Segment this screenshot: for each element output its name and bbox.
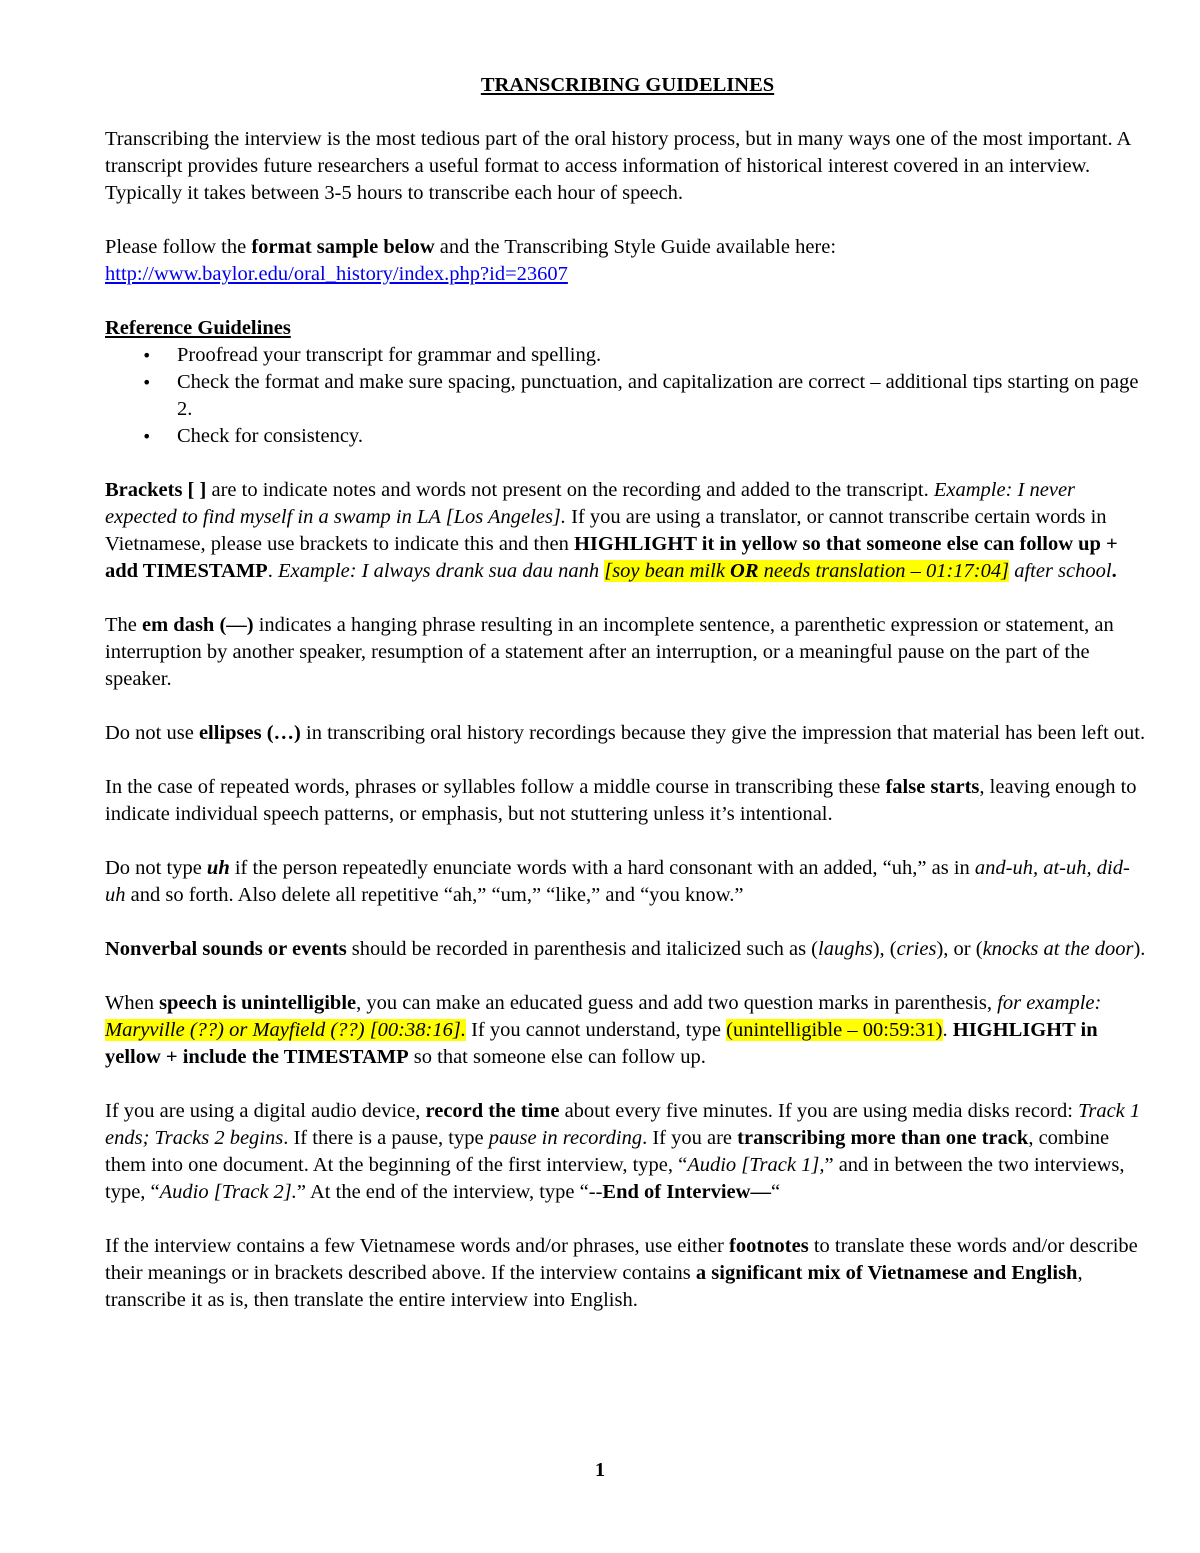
- uh-text-2: if the person repeatedly enunciate words with a hard consonant with an added, “uh,” as in: [229, 857, 975, 879]
- false-starts-text-1: In the case of repeated words, phrases or syllables follow a middle course in transcribing these: [105, 776, 886, 798]
- reference-item-format: • Check the format and make sure spacing, punctuation, and capitalization are correct – additional tips starting on page 2.: [177, 369, 1150, 423]
- ellipses-bold: ellipses (…): [198, 722, 301, 744]
- emdash-text-1: The: [105, 614, 142, 636]
- follow-paragraph: [105, 234, 1150, 288]
- nonverbal-text-2: ), (: [872, 938, 897, 960]
- nonverbal-laughs: laughs: [818, 938, 873, 960]
- highlight-timestamp-bold: HIGHLIGHT in yellow + include the TIMESTAMP: [105, 1019, 1098, 1068]
- page-number: 1: [594, 1459, 606, 1481]
- brackets-example-1: Example: I never expected to find myself in a swamp in LA [Los Angeles].: [105, 479, 1076, 528]
- unintelligible-text-1: When: [105, 992, 160, 1014]
- ellipses-text-1: Do not use: [105, 722, 199, 744]
- ellipses-text-2: in transcribing oral history recordings because they give the impression that material has been left out.: [300, 722, 1146, 744]
- format-sample-bold: format sample below: [251, 236, 435, 258]
- uh-bold-italic: uh: [206, 857, 230, 879]
- digital-text-6: ” and in between the two interviews, type, “: [105, 1154, 1125, 1203]
- uh-paragraph: [105, 855, 1150, 909]
- false-starts-bold: false starts: [885, 776, 980, 798]
- reference-item-consistency: • Check for consistency.: [177, 423, 1150, 450]
- emdash-bold: em dash (—): [142, 614, 254, 636]
- highlight-part-1: [soy bean milk: [604, 560, 731, 582]
- vietnamese-text-2: to translate these words and/or describe their meanings or in brackets described above. If the interview contains: [105, 1235, 1138, 1284]
- unintelligible-text-3: If you cannot understand, type: [465, 1019, 727, 1041]
- reference-list: [105, 342, 1150, 450]
- significant-mix-bold: a significant mix of Vietnamese and English: [695, 1262, 1078, 1284]
- nonverbal-text-1: should be recorded in parenthesis and italicized such as (: [346, 938, 819, 960]
- brackets-period: .: [1111, 560, 1117, 582]
- brackets-example-2: Example: I always drank sua dau nanh: [277, 560, 605, 582]
- audio-track-2-italic: Audio [Track 2].: [159, 1181, 297, 1203]
- nonverbal-paragraph: [105, 936, 1150, 963]
- brackets-text-1: are to indicate notes and words not present on the recording and added to the transcript.: [206, 479, 934, 501]
- digital-text-8: “: [770, 1181, 781, 1203]
- digital-paragraph: [105, 1098, 1150, 1206]
- for-example-italic: for example:: [997, 992, 1102, 1014]
- track-ends-italic: Track 1 ends; Tracks 2 begins: [105, 1100, 1141, 1149]
- highlight-or-bold: OR: [730, 560, 759, 582]
- pause-recording-italic: pause in recording: [488, 1127, 643, 1149]
- unintelligible-paragraph: [105, 990, 1150, 1071]
- end-of-interview-bold: End of Interview—: [602, 1181, 771, 1203]
- follow-text-2: and the Transcribing Style Guide available here:: [434, 236, 837, 258]
- nonverbal-text-3: ), or (: [936, 938, 983, 960]
- brackets-paragraph: [105, 477, 1150, 585]
- highlight-part-3: needs translation – 01:17:04]: [758, 560, 1010, 582]
- digital-text-4: . If you are: [642, 1127, 738, 1149]
- vietnamese-text-1: If the interview contains a few Vietnamese words and/or phrases, use either: [105, 1235, 729, 1257]
- digital-text-3: . If there is a pause, type: [283, 1127, 489, 1149]
- document-title: TRANSCRIBING GUIDELINES: [480, 74, 775, 96]
- brackets-text-3: .: [267, 560, 278, 582]
- intro-paragraph: Transcribing the interview is the most tedious part of the oral history process, but in many ways one of the most important. A transcript provides future researchers a useful format to access information of historical interest covered in an interview. Typically it takes between 3-5 hours to transcribe each hour of speech.: [105, 128, 1131, 204]
- style-guide-link[interactable]: http://www.baylor.edu/oral_history/index.php?id=23607: [105, 263, 568, 285]
- unintelligible-text-4: .: [942, 1019, 953, 1041]
- follow-text-1: Please follow the: [105, 236, 252, 258]
- audio-track-1-italic: Audio [Track 1],: [687, 1154, 825, 1176]
- more-than-one-track-bold: transcribing more than one track: [737, 1127, 1029, 1149]
- unintelligible-text-5: so that someone else can follow up.: [408, 1046, 706, 1068]
- false-starts-text-2: , leaving enough to indicate individual speech patterns, or emphasis, but not stuttering unless it’s intentional.: [105, 776, 1137, 825]
- emdash-text-2: indicates a hanging phrase resulting in an incomplete sentence, a parenthetic expression or statement, an interruption by another speaker, resumption of a statement after an interruption, or a meaningful pause on the part of the speaker.: [105, 614, 1114, 690]
- document-body: [105, 72, 1150, 1341]
- highlight-instruction-bold: HIGHLIGHT it in yellow so that someone else can follow up + add TIMESTAMP: [105, 533, 1118, 582]
- nonverbal-text-4: ).: [1133, 938, 1146, 960]
- emdash-paragraph: [105, 612, 1150, 693]
- highlighted-example-3: (unintelligible – 00:59:31): [726, 1019, 943, 1041]
- reference-item-proofread: • Proofread your transcript for grammar and spelling.: [177, 342, 1150, 369]
- digital-text-7: ” At the end of the interview, type “--: [296, 1181, 603, 1203]
- footnotes-bold: footnotes: [729, 1235, 809, 1257]
- vietnamese-text-3: , transcribe it as is, then translate the entire interview into English.: [105, 1262, 1083, 1311]
- digital-text-5: , combine them into one document. At the beginning of the first interview, type, “: [105, 1127, 1110, 1176]
- nonverbal-knocks: knocks at the door: [982, 938, 1134, 960]
- brackets-text-2: If you are using a translator, or cannot transcribe certain words in Vietnamese, please use brackets to indicate this and then: [105, 506, 1107, 555]
- highlighted-example-1: [604, 560, 1009, 582]
- uh-text-3: and so forth. Also delete all repetitive “ah,” “um,” “like,” and “you know.”: [125, 884, 744, 906]
- nonverbal-cries: cries: [896, 938, 937, 960]
- digital-text-1: If you are using a digital audio device,: [105, 1100, 426, 1122]
- vietnamese-paragraph: [105, 1233, 1150, 1314]
- digital-text-2: about every five minutes. If you are using media disks record:: [559, 1100, 1079, 1122]
- record-time-bold: record the time: [425, 1100, 560, 1122]
- false-starts-paragraph: [105, 774, 1150, 828]
- nonverbal-bold: Nonverbal sounds or events: [105, 938, 347, 960]
- reference-heading: Reference Guidelines: [105, 317, 291, 339]
- brackets-bold: Brackets [ ]: [105, 479, 207, 501]
- uh-text-1: Do not type: [105, 857, 207, 879]
- brackets-example-3: after school: [1009, 560, 1112, 582]
- unintelligible-text-2: , you can make an educated guess and add two question marks in parenthesis,: [356, 992, 998, 1014]
- ellipses-paragraph: [105, 720, 1150, 747]
- highlighted-example-2: Maryville (??) or Mayfield (??) [00:38:16].: [105, 1019, 466, 1041]
- uh-examples: and-uh, at-uh, did-uh: [105, 857, 1130, 906]
- unintelligible-bold: speech is unintelligible: [159, 992, 357, 1014]
